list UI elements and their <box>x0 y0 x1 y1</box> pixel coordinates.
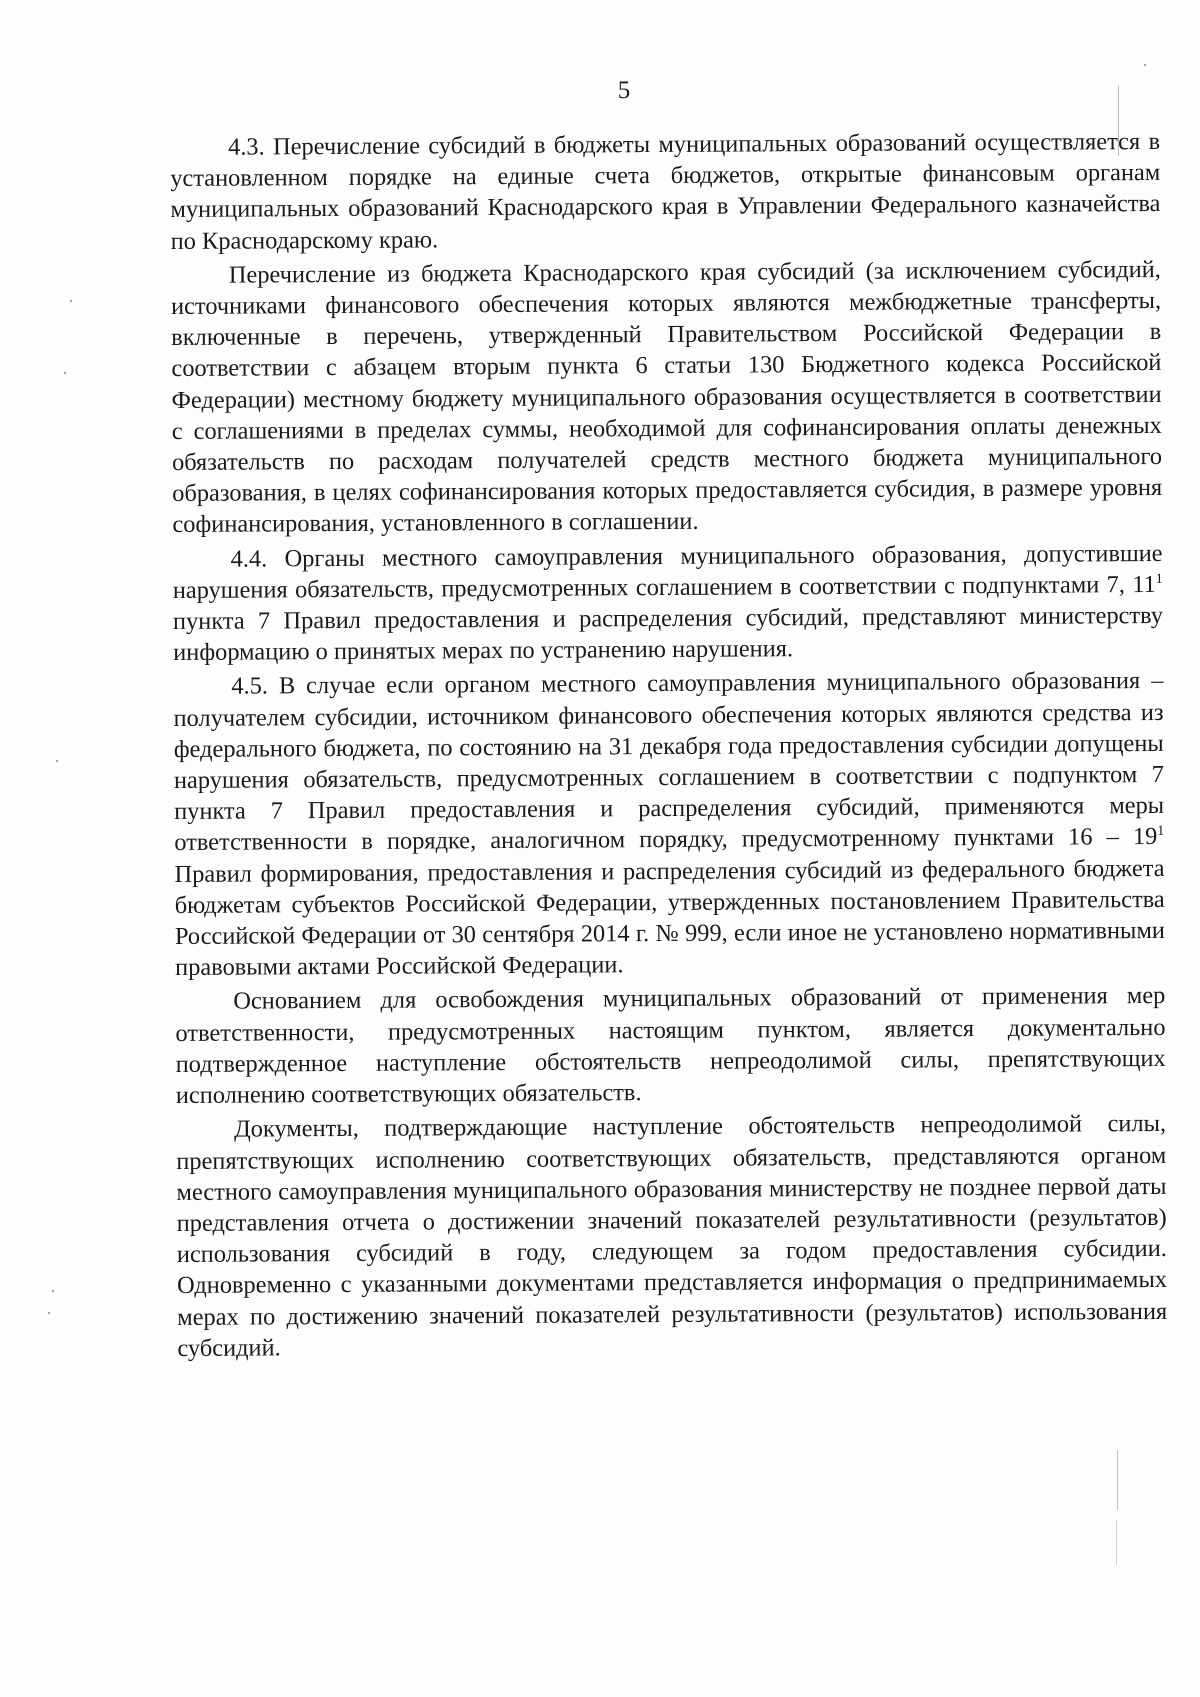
paragraph-4-4 <box>173 538 1164 669</box>
paragraph-4-5 <box>173 665 1165 983</box>
scan-artifact-line <box>1117 1450 1118 1510</box>
page-number: 5 <box>617 77 631 104</box>
scan-artifact-dot <box>56 760 58 762</box>
paragraph-4-5-text: 4.5. В случае если органом местного самоуправления муниципального образования – получателем субсидии, источником финансового обеспечения которых являются средства из федерального бюджета, по состоянию на 31 декабря года предоставления субсидии допущены нарушения обязательств, предусмотренных соглашением в соответствии с подпунктом 7 пункта 7 Правил предоставления и распределения субсидий, применяются меры ответственности в порядке, аналогичном порядку, предусмотренному пунктами 16 – 19 <box>173 667 1165 857</box>
paragraph-exemption-basis: Основанием для освобождения муниципальных образований от применения мер ответственности, предусмотренных настоящим пунктом, является документально подтвержденное наступление обстоятельств непреодолимой силы, препятствующих исполнению соответствующих обязательств. <box>175 982 1166 1110</box>
paragraph-4-4-text-continued: пункта 7 Правил предоставления и распределения субсидий, представляют министерству информацию о принятых мерах по устранению нарушения. <box>172 601 1164 667</box>
document-body <box>170 126 1168 1367</box>
scan-artifact-line <box>1118 86 1119 156</box>
paragraph-documents: Документы, подтверждающие наступление обстоятельств непреодолимой силы, препятствующих исполнению соответствующих обязательств, представляются органом местного самоуправления муниципального образования министерству не позднее первой даты представления отчета о достижении значений показателей результативности (результатов) использования субсидий в году, следующем за годом предоставления субсидии. Одновременно с указанными документами представляется информация о предпринимаемых мерах по достижению значений показателей результативности (результатов) использования субсидий. <box>176 1110 1168 1362</box>
scan-artifact-dot <box>48 1312 50 1314</box>
scan-artifact-line <box>1116 1520 1117 1565</box>
superscript: 1 <box>1155 571 1163 587</box>
scan-artifact-dot <box>70 300 72 302</box>
paragraph-4-5-text-continued: Правил формирования, предоставления и распределения субсидий из федерального бюджета бюджетам субъектов Российской Федерации, утвержденных постановлением Правительства Российской Федерации от 30 сентября 2014 г. № 999, если иное не установлено нормативными правовыми актами Российской Федерации. <box>174 854 1165 982</box>
superscript: 1 <box>1157 824 1165 840</box>
paragraph-subsidy-transfer: Перечисление из бюджета Краснодарского края субсидий (за исключением субсидий, источниками финансового обеспечения которых являются межбюджетные трансферты, включенные в перечень, утвержденный Правительством Российской Федерации в соответствии с абзацем вторым пункта 6 статьи 130 Бюджетного кодекса Российской Федерации) местному бюджету муниципального образования осуществляется в соответствии с соглашениями в пределах суммы, необходимой для софинансирования оплаты денежных обязательств по расходам получателей средств местного бюджета муниципального образования, в целях софинансирования которых предоставляется субсидия, в размере уровня софинансирования, установленного в соглашении. <box>170 255 1163 539</box>
scan-artifact-dot <box>64 372 66 374</box>
scan-artifact-dot <box>1144 64 1146 66</box>
paragraph-4-3: 4.3. Перечисление субсидий в бюджеты муниципальных образований осуществляется в установленном порядке на единые счета бюджетов, открытые финансовым органам муниципальных образований Краснодарского края в Управлении Федерального казначейства по Краснодарскому краю. <box>170 127 1161 255</box>
paragraph-4-4-text: 4.4. Органы местного самоуправления муниципального образования, допустившие нарушения обязательств, предусмотренных соглашением в соответствии с подпунктами 7, 11 <box>172 539 1163 604</box>
scan-artifact-dot <box>52 1290 54 1292</box>
